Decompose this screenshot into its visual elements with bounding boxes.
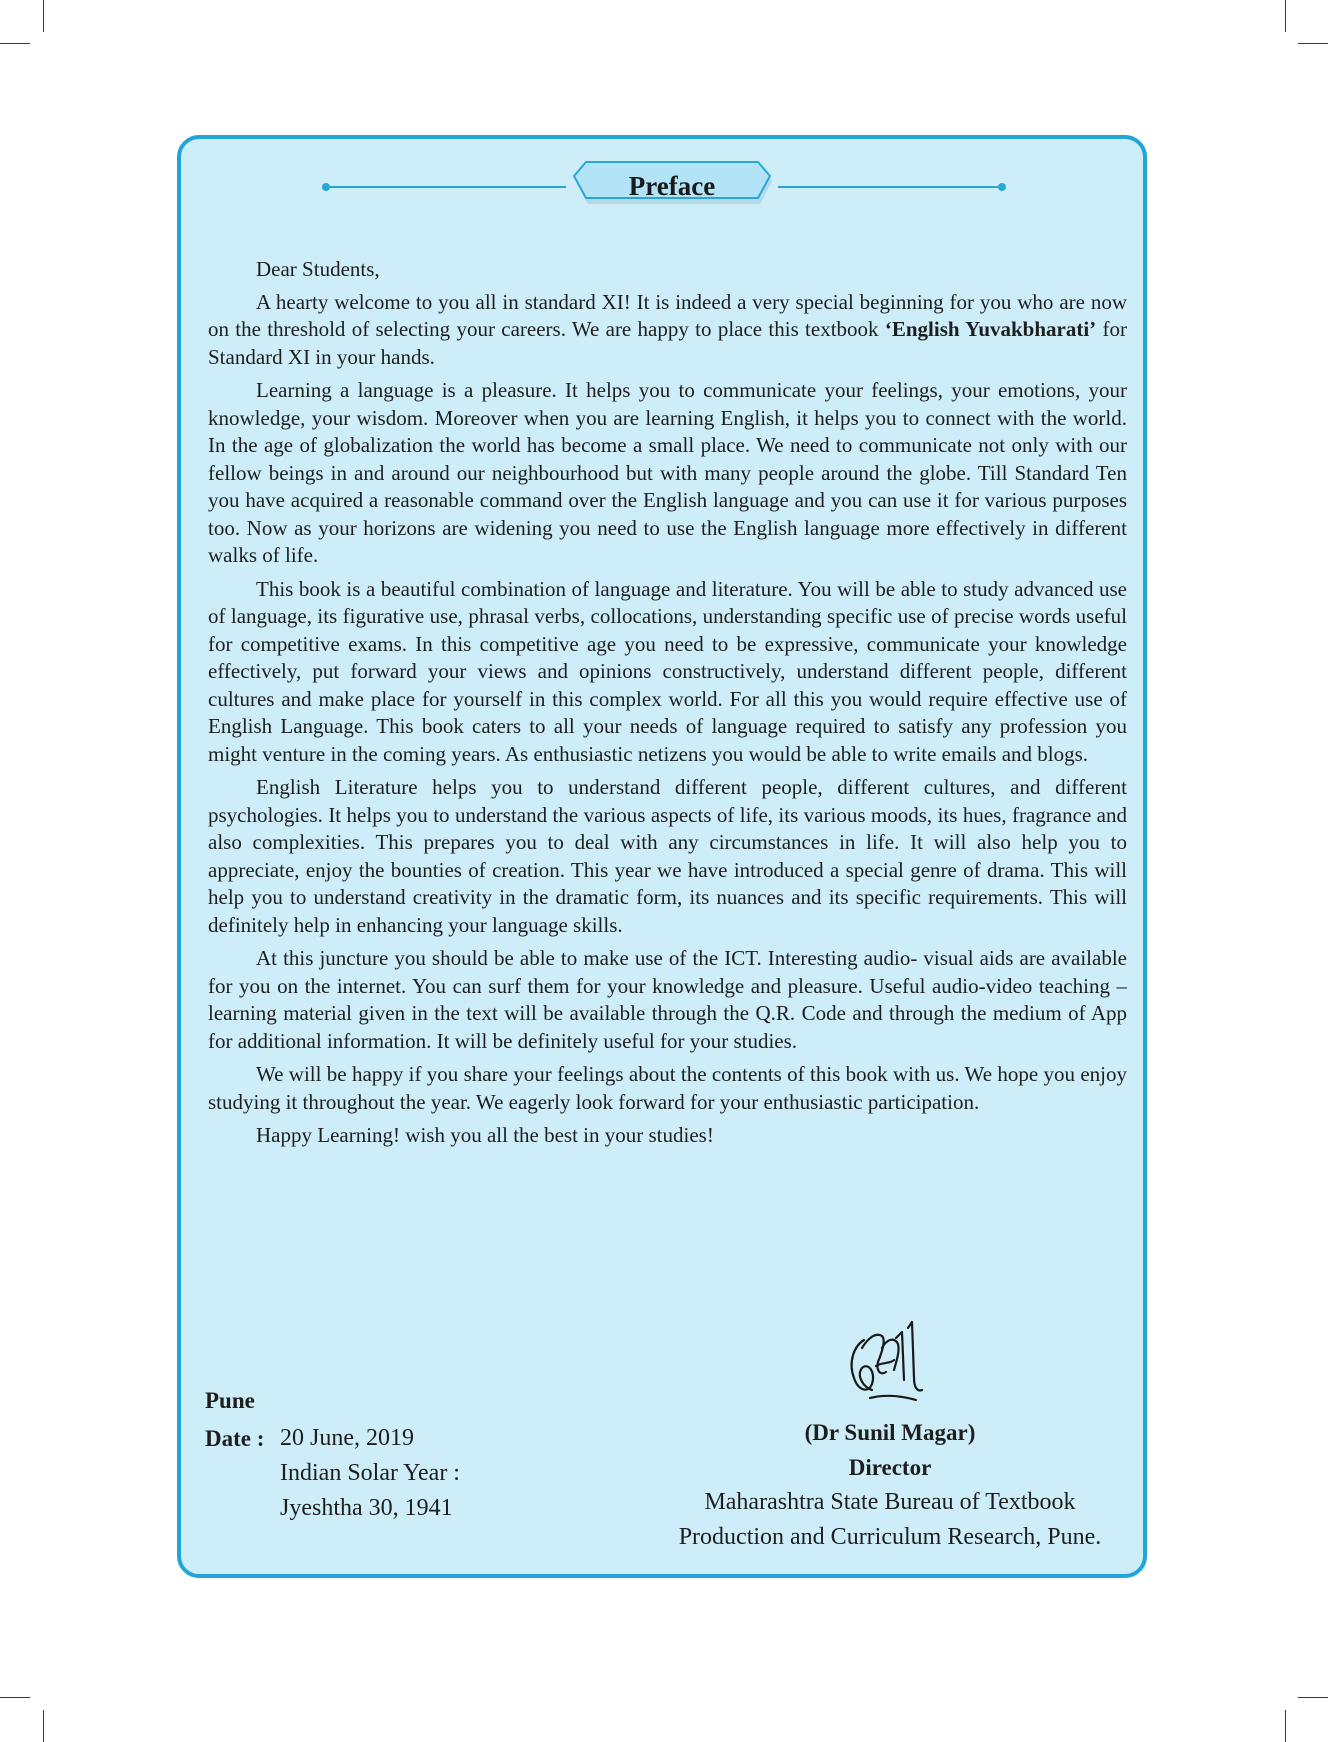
crop-mark-bottom-right-vertical (1285, 1710, 1286, 1742)
organization-line-2: Production and Curriculum Research, Pune. (678, 1524, 1102, 1550)
paragraph-text: for Standard XI in your hands. (208, 317, 1127, 369)
paragraph-text: We will be happy if you share your feelings about the contents of this book with us. We hope you enjoy studying it throughout the year. We eagerly look forward for your enthusiastic participation. (208, 1062, 1127, 1114)
crop-mark-top-right-horizontal (1298, 43, 1328, 44)
signature-image (842, 1318, 926, 1410)
salutation: Dear Students, (256, 257, 380, 281)
paragraph-text: Learning a language is a pleasure. It helps you to communicate your feelings, your emotions, your knowledge, your wisdom. Moreover when you are learning English, it helps you to connect with the world. In the age of globalization the world has become a small place. We need to communicate not only with our fellow beings in and around our neighbourhood but with many people around the globe. Till Standard Ten you have acquired a reasonable command over the English language and you can use it for various purposes too. Now as your horizons are widening you need to use the English language more effectively in different walks of life. (208, 378, 1127, 567)
book-title: ‘English Yuvakbharati’ (884, 317, 1097, 341)
paragraph (208, 377, 1127, 570)
signatory-name: (Dr Sunil Magar) (804, 1420, 976, 1445)
crop-mark-top-left-horizontal (0, 43, 30, 44)
paragraph-list (208, 289, 1127, 1150)
letter-body (208, 256, 1127, 1156)
title-right-dot (998, 183, 1006, 191)
signatory-block (650, 1415, 1130, 1555)
crop-mark-bottom-left-horizontal (0, 1697, 30, 1698)
date-value: 20 June, 2019 (280, 1425, 414, 1451)
title-left-rule (326, 186, 566, 188)
crop-mark-top-right-vertical (1285, 0, 1286, 32)
paragraph-text: At this juncture you should be able to make use of the ICT. Interesting audio- visual aids are available for you on the internet. You can surf them for your knowledge and pleasure. Useful audio-video teaching – learning material given in the text will be available through the Q.R. Code and through the medium of App for additional information. It will be definitely useful for your studies. (208, 946, 1127, 1053)
paragraph-text: Happy Learning! wish you all the best in your studies! (256, 1123, 714, 1147)
organization-line-1: Maharashtra State Bureau of Textbook (704, 1489, 1076, 1515)
date-row (205, 1421, 460, 1456)
solar-date: Jyeshtha 30, 1941 (280, 1495, 453, 1521)
paragraph (208, 289, 1127, 372)
solar-year-row (205, 1456, 460, 1491)
date-block (205, 1421, 460, 1526)
title-right-rule (778, 186, 1002, 188)
crop-mark-bottom-right-horizontal (1298, 1697, 1328, 1698)
paragraph (208, 576, 1127, 769)
paragraph (208, 1122, 1127, 1150)
signatory-title: Director (848, 1455, 932, 1480)
paragraph-text: English Literature helps you to understand different people, different cultures, and different psychologies. It helps you to understand the various aspects of life, its various moods, its hues, fragrance and also complexities. This prepares you to deal with any circumstances in life. It will also help you to appreciate, enjoy the bounties of creation. This year we have introduced a special genre of drama. This will help you to understand creativity in the dramatic form, its nuances and its specific requirements. This will definitely help in enhancing your language skills. (208, 775, 1127, 937)
crop-mark-top-left-vertical (43, 0, 44, 32)
paragraph-text: A hearty welcome to you all in standard XI! It is indeed a very special beginning for you who are now on the threshold of selecting your careers. We are happy to place this textbook (208, 289, 1127, 341)
paragraph (208, 945, 1127, 1055)
page-title: Preface (628, 171, 716, 201)
place-label: Pune (205, 1388, 255, 1413)
solar-year-label: Indian Solar Year : (280, 1460, 460, 1486)
date-label: Date : (205, 1426, 265, 1451)
solar-date-row (205, 1491, 460, 1526)
paragraph (208, 1061, 1127, 1116)
crop-mark-bottom-left-vertical (43, 1710, 44, 1742)
paragraph-text: This book is a beautiful combination of language and literature. You will be able to study advanced use of language, its figurative use, phrasal verbs, collocations, understanding specific use of precise words useful for competitive exams. In this competitive age you need to be expressive, communicate your knowledge effectively, put forward your views and opinions constructively, understand different people, different cultures and make place for yourself in this complex world. For all this you would require effective use of English Language. This book caters to all your needs of language required to satisfy any profession you might venture in the coming years. As enthusiastic netizens you would be able to write emails and blogs. (208, 576, 1127, 766)
paragraph (208, 774, 1127, 939)
